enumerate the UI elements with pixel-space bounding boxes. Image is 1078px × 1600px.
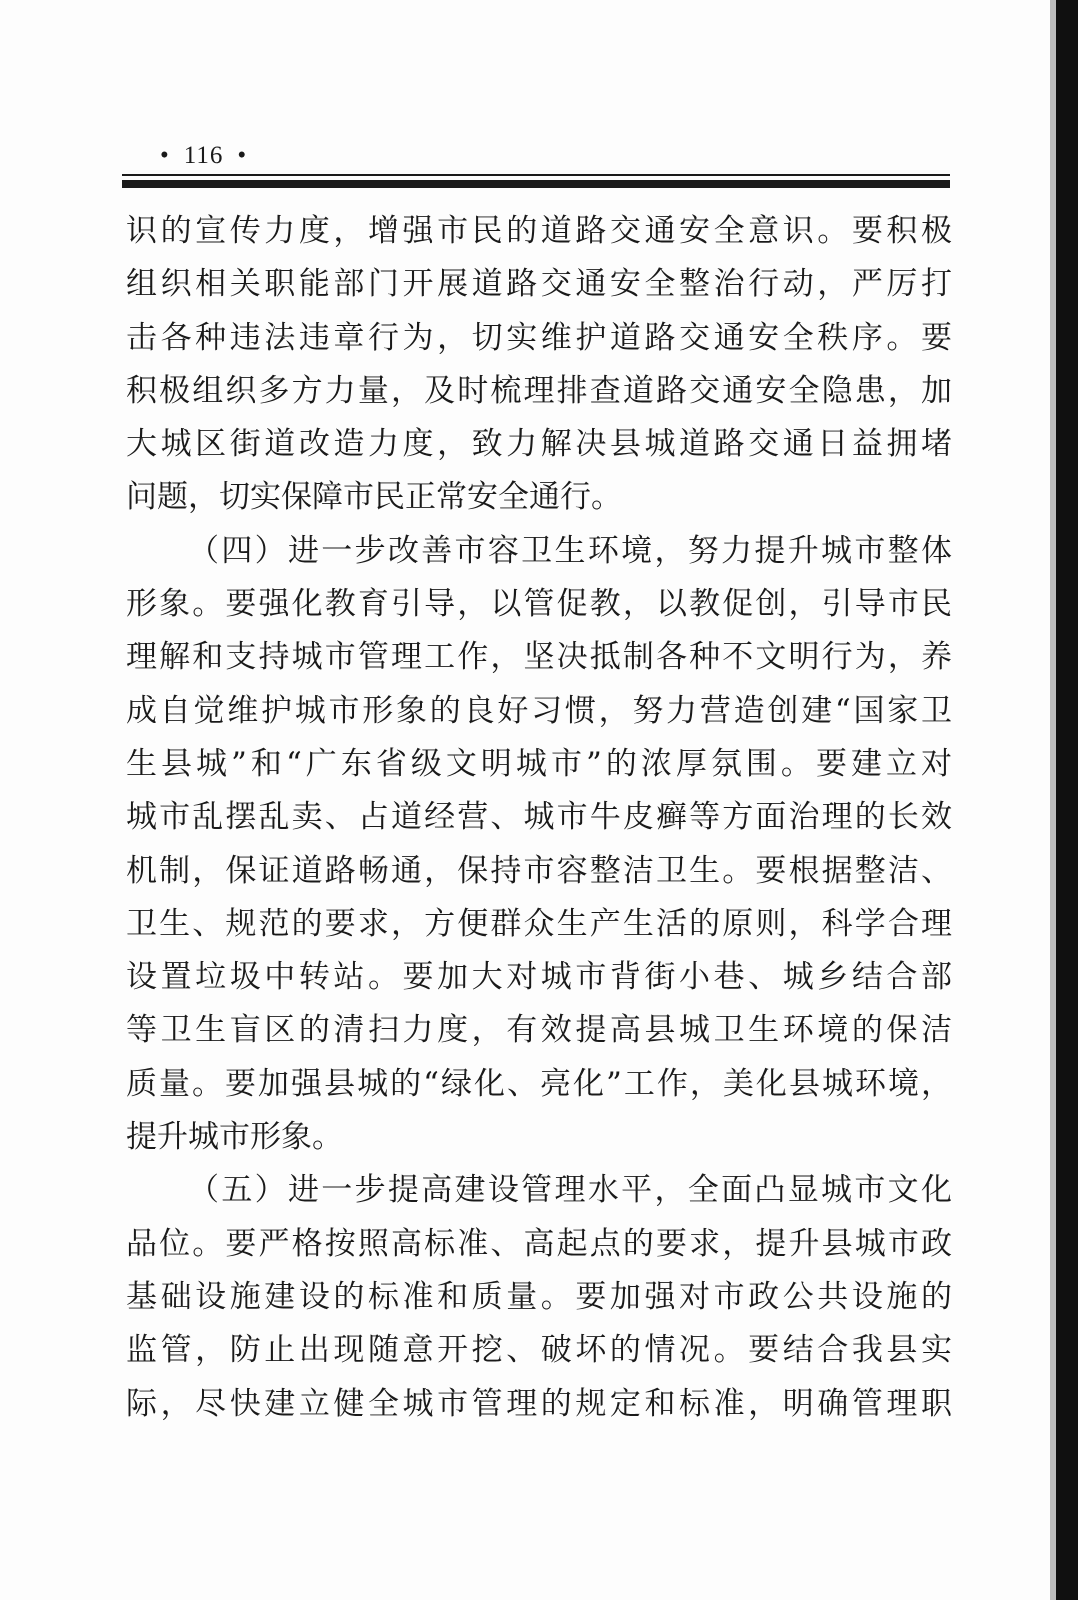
text-line: 设置垃圾中转站。要加大对城市背街小巷、城乡结合部 xyxy=(126,959,952,996)
text-line: 基础设施建设的标准和质量。要加强对市政公共设施的 xyxy=(126,1278,952,1315)
section-heading-4: （四）进一步改善市容卫生环境，努力提升城市整体 xyxy=(188,532,952,569)
text-line: 组织相关职能部门开展道路交通安全整治行动，严厉打 xyxy=(126,266,952,303)
header-rule-thin xyxy=(122,174,950,176)
text-line: 际，尽快建立健全城市管理的规定和标准，明确管理职 xyxy=(126,1385,952,1422)
text-line: 提升城市形象。 xyxy=(126,1119,343,1156)
text-line: 质量。要加强县城的“绿化、亮化”工作，美化县城环境， xyxy=(126,1065,952,1102)
page-header xyxy=(146,142,261,170)
text-line: 积极组织多方力量，及时梳理排查道路交通安全隐患，加 xyxy=(126,372,952,409)
text-line: 品位。要严格按照高标准、高起点的要求，提升县城市政 xyxy=(126,1225,952,1262)
section-heading-5: （五）进一步提高建设管理水平，全面凸显城市文化 xyxy=(188,1172,952,1209)
header-bullet-right: • xyxy=(237,142,248,169)
text-line: 生县城”和“广东省级文明城市”的浓厚氛围。要建立对 xyxy=(126,745,952,782)
text-line: 理解和支持城市管理工作，坚决抵制各种不文明行为，养 xyxy=(126,639,952,676)
text-line: 等卫生盲区的清扫力度，有效提高县城卫生环境的保洁 xyxy=(126,1012,952,1049)
page-number: 116 xyxy=(183,142,224,169)
text-line: 问题，切实保障市民正常安全通行。 xyxy=(126,479,622,516)
text-line: 识的宣传力度，增强市民的道路交通安全意识。要积极 xyxy=(126,213,952,249)
text-line: 卫生、规范的要求，方便群众生产生活的原则，科学合理 xyxy=(126,905,952,942)
text-line: 大城区街道改造力度，致力解决县城道路交通日益拥堵 xyxy=(126,426,952,463)
text-line: 机制，保证道路畅通，保持市容整洁卫生。要根据整洁、 xyxy=(126,852,952,889)
text-line: 成自觉维护城市形象的良好习惯，努力营造创建“国家卫 xyxy=(126,692,952,729)
text-line: 形象。要强化教育引导，以管促教，以教促创，引导市民 xyxy=(126,586,952,623)
body-text xyxy=(126,205,952,1431)
header-bullet-left: • xyxy=(160,142,170,169)
text-line: 击各种违法违章行为，切实维护道路交通安全秩序。要 xyxy=(126,319,952,356)
text-line: 城市乱摆乱卖、占道经营、城市牛皮癣等方面治理的长效 xyxy=(126,799,952,836)
text-line: 监管，防止出现随意开挖、破坏的情况。要结合我县实 xyxy=(126,1332,952,1369)
header-rule-thick xyxy=(122,180,950,188)
scan-border xyxy=(1056,0,1078,1600)
